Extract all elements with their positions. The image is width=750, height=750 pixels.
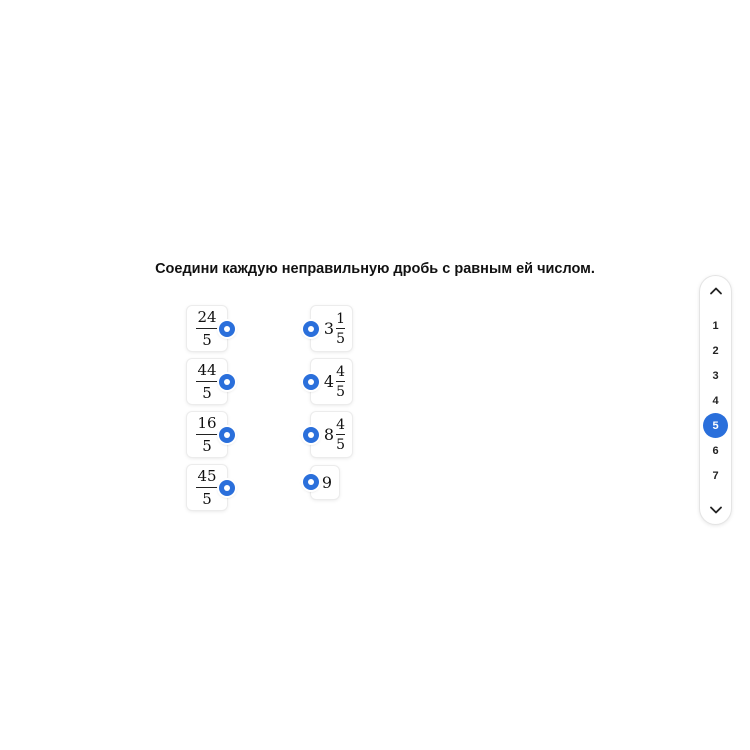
fraction-denominator: 5	[202, 489, 212, 508]
right-connector-dot-1[interactable]	[303, 321, 319, 337]
chevron-down-icon	[709, 503, 723, 517]
left-connector-dot-4[interactable]	[219, 480, 235, 496]
fraction-numerator: 16	[197, 413, 217, 432]
pager-page-6[interactable]: 6	[712, 444, 719, 457]
pager-page-5-active[interactable]: 5	[703, 413, 728, 438]
fraction	[196, 466, 217, 508]
mixed-number	[324, 365, 345, 399]
fraction	[336, 418, 345, 452]
fraction-denominator: 5	[202, 383, 212, 402]
mixed-number	[324, 312, 345, 346]
mixed-whole: 8	[323, 425, 335, 444]
fraction-denominator: 5	[336, 383, 345, 400]
fraction	[196, 413, 217, 455]
pager-page-7[interactable]: 7	[712, 469, 719, 482]
fraction-denominator: 5	[202, 330, 212, 349]
fraction-numerator: 24	[197, 307, 217, 326]
pager-page-2[interactable]: 2	[712, 344, 719, 357]
fraction-numerator: 1	[336, 310, 345, 327]
whole-number: 9	[321, 473, 332, 492]
pager-page-4[interactable]: 4	[712, 394, 719, 407]
left-connector-dot-1[interactable]	[219, 321, 235, 337]
fraction	[196, 360, 217, 402]
fraction-numerator: 44	[197, 360, 217, 379]
left-connector-dot-3[interactable]	[219, 427, 235, 443]
right-connector-dot-3[interactable]	[303, 427, 319, 443]
fraction-numerator: 4	[336, 363, 345, 380]
left-connector-dot-2[interactable]	[219, 374, 235, 390]
fraction-denominator: 5	[202, 436, 212, 455]
fraction	[336, 312, 345, 346]
fraction	[336, 365, 345, 399]
fraction-denominator: 5	[336, 436, 345, 453]
fraction-denominator: 5	[336, 330, 345, 347]
fraction-numerator: 4	[336, 416, 345, 433]
pager-page-1[interactable]: 1	[712, 319, 719, 332]
right-connector-dot-2[interactable]	[303, 374, 319, 390]
mixed-whole: 3	[323, 319, 335, 338]
pager-down-button[interactable]	[700, 498, 731, 522]
chevron-up-icon	[709, 284, 723, 298]
mixed-whole: 4	[323, 372, 335, 391]
task-pager	[700, 276, 731, 524]
fraction-numerator: 45	[197, 466, 217, 485]
pager-page-3[interactable]: 3	[712, 369, 719, 382]
right-connector-dot-4[interactable]	[303, 474, 319, 490]
pager-up-button[interactable]	[700, 279, 731, 303]
fraction	[196, 307, 217, 349]
task-title: Соедини каждую неправильную дробь с равным ей числом.	[155, 261, 595, 277]
mixed-number	[324, 418, 345, 452]
